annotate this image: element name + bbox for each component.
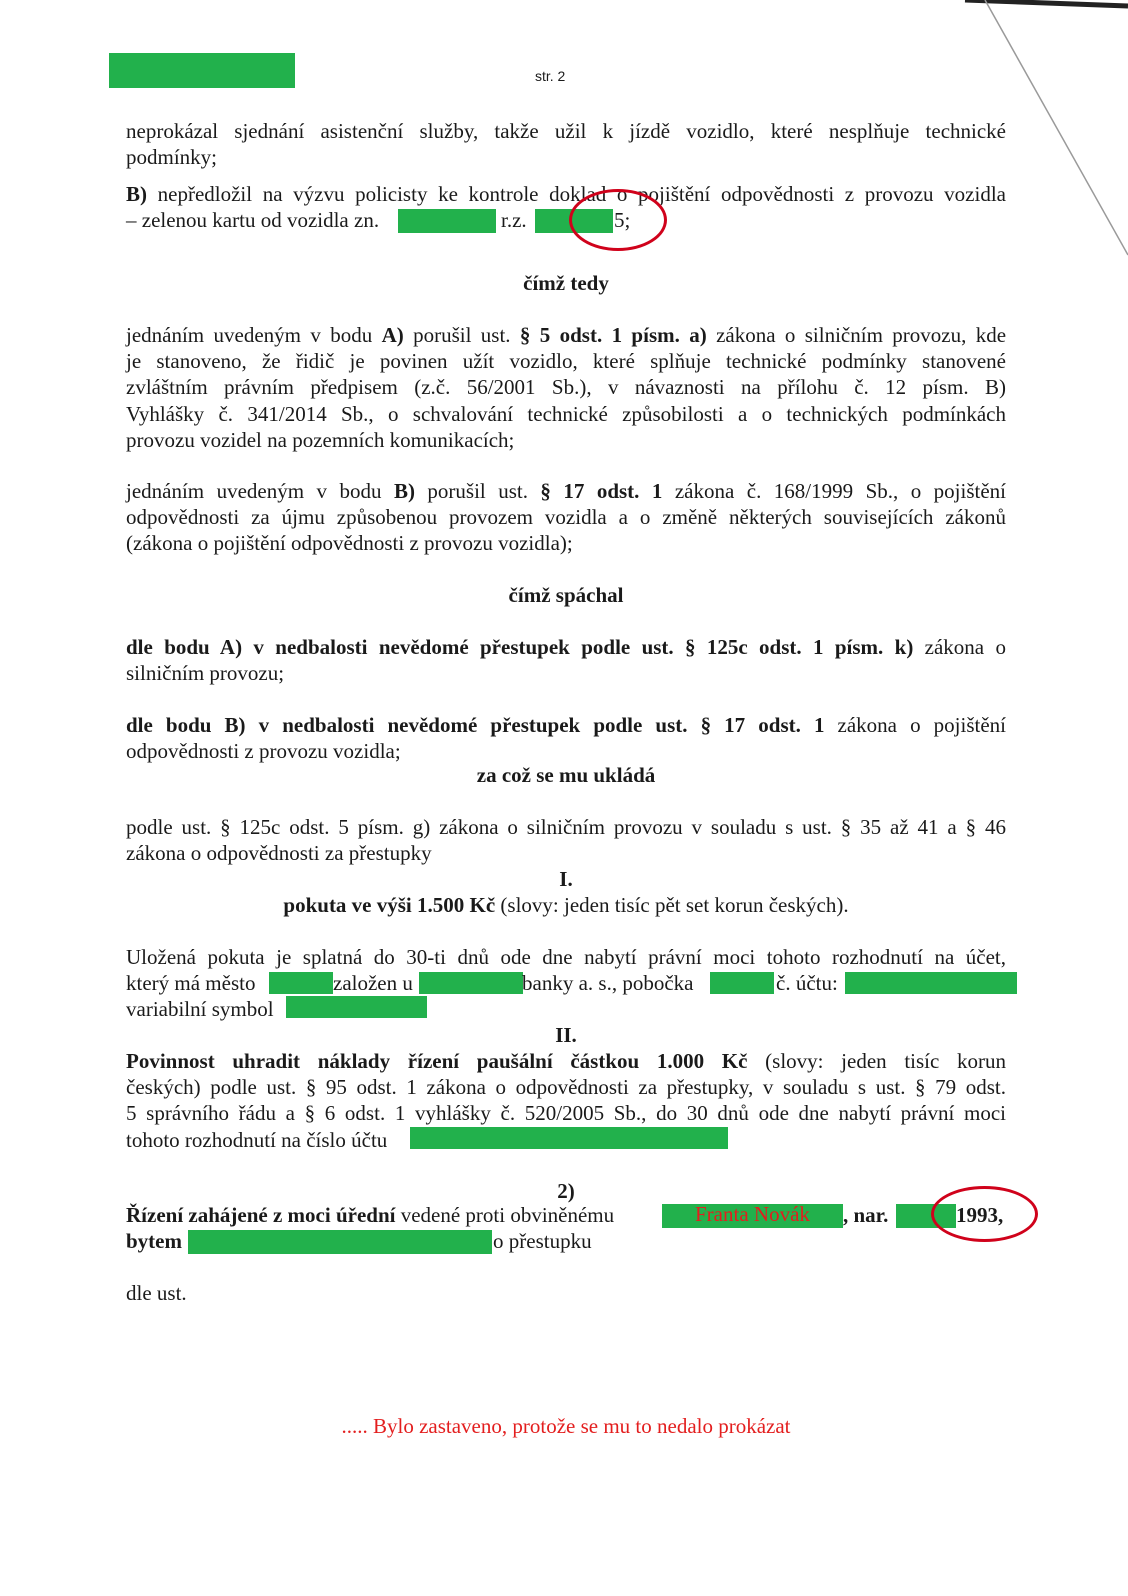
red-circle-annotation-registration [569,189,667,251]
fine-amount: pokuta ve výši 1.500 Kč [283,893,496,917]
redacted-branch [710,972,774,994]
birth-label [843,1202,888,1228]
payment-line2-d: č. účtu: [776,971,838,995]
para-b-label: B) [126,182,147,206]
paragraph-offence-b [126,712,1006,764]
paragraph-violation-a [126,322,1006,453]
violation-a-l1a: jednáním uvedeným v bodu [126,323,382,347]
payment-line2-a: který má město [126,971,256,995]
payment-line3: variabilní symbol [126,997,274,1021]
birth-label-text: , nar. [843,1203,889,1227]
offence-b-bold: dle bodu B) v nedbalosti nevědomé přestupek podle ust. § 17 odst. 1 [126,713,825,737]
payment-line2-c: banky a. s., pobočka [522,971,694,995]
violation-b-l1d: § 17 odst. 1 [540,479,663,503]
legal-basis-line1: podle ust. § 125c odst. 5 písm. g) zákona o silničním provozu v souladu s ust. § 35 až 41 a § 46 [126,815,1006,839]
section-2-numeral [126,1178,1006,1204]
section-one-numeral [126,866,1006,892]
redacted-city [269,972,333,994]
para-b-line2-end: 5; [614,208,631,232]
offence-b-line1 [126,712,1006,738]
paragraph-legal-basis [126,814,1006,866]
paragraph-violation-b [126,478,1006,557]
violation-a-line3: zvláštním právním předpisem (z.č. 56/2001 Sb.), v návaznosti na přílohu č. 12 písm. B) [126,375,1006,400]
offence-a-bold: dle bodu A) v nedbalosti nevědomé přestupek podle ust. § 125c odst. 1 písm. k) [126,635,914,659]
paragraph-b [126,181,1006,207]
violation-b-line3: (zákona o pojištění odpovědnosti z provozu vozidla); [126,531,573,556]
proceedings-line3: dle ust. [126,1281,187,1305]
proceedings-bold: Řízení zahájené z moci úřední [126,1203,396,1227]
violation-a-line5: provozu vozidel na pozemních komunikacích; [126,427,515,452]
section-2-numeral-text: 2) [557,1179,575,1203]
heading-cimz-tedy-text: čímž tedy [523,271,609,295]
offence-b-line2: odpovědnosti z provozu vozidla; [126,739,401,764]
legal-basis-line2: zákona o odpovědnosti za přestupky [126,841,432,866]
para-b-rz-label: r.z. [501,208,527,232]
costs-bold: Povinnost uhradit náklady řízení paušální částkou 1.000 Kč [126,1049,748,1073]
costs-rest: (slovy: jeden tisíc korun [747,1049,1006,1073]
residence-label [126,1228,182,1254]
residence-label-text: bytem [126,1229,182,1253]
birth-year-text: 1993, [956,1203,1004,1227]
violation-a-l1c: porušil ust. [403,323,520,347]
violation-b-l1c: porušil ust. [414,479,541,503]
section-two-numeral-text: II. [555,1023,577,1047]
violation-b-line1 [126,478,1006,504]
violation-a-l1d: § 5 odst. 1 písm. a) [519,323,707,347]
paragraph-assistance [126,118,1006,170]
heading-za-coz-text: za což se mu ukládá [476,763,656,787]
accused-name-annotation: Franta Novák [695,1202,810,1226]
redacted-vehicle-brand [398,209,496,233]
handwritten-note: ..... Bylo zastaveno, protože se mu to nedalo prokázat [341,1414,791,1438]
redacted-account-number [845,972,1017,994]
offence-b-rest: zákona o pojištění [824,713,1006,737]
redacted-address [188,1230,492,1254]
heading-cimz-tedy [126,270,1006,296]
violation-b-line2: odpovědnosti za újmu způsobenou provozem vozidla a o změně některých souvisejících zákonů [126,505,1006,530]
redacted-variable-symbol [286,996,427,1018]
costs-line1 [126,1048,1006,1074]
redacted-bank [419,972,523,994]
section-one-fine [126,892,1006,918]
violation-a-l1e: zákona o silničním provozu, kde [706,323,1007,347]
section-one-numeral-text: I. [559,867,573,891]
violation-a-line4: Vyhlášky č. 341/2014 Sb., o schvalování technické způsobilosti a o technických podmínkách [126,401,1006,426]
paragraph-payment [126,944,1006,970]
page-number: str. 2 [535,68,566,84]
costs-line3: 5 správního řádu a § 6 odst. 1 vyhlášky č. 520/2005 Sb., do 30 dnů ode dne nabytí právní moci [126,1101,1006,1126]
fine-words: (slovy: jeden tisíc pět set korun českých). [495,893,849,917]
offence-a-line2: silničním provozu; [126,661,285,686]
violation-a-l1b: A) [381,323,404,347]
red-circle-annotation-year [931,1186,1038,1242]
costs-line4: tohoto rozhodnutí na číslo účtu [126,1127,388,1152]
violation-b-l1e: zákona č. 168/1999 Sb., o pojištění [662,479,1006,503]
heading-za-coz [126,762,1006,788]
violation-b-l1b: B) [393,479,415,503]
heading-cimz-spachal-text: čímž spáchal [508,583,624,607]
offence-a-rest: zákona o [913,635,1006,659]
para-b-line2-start: – zelenou kartu od vozidla zn. [126,208,380,232]
section-two-numeral [126,1022,1006,1048]
payment-line1: Uložená pokuta je splatná do 30-ti dnů ode dne nabytí právní moci tohoto rozhodnutí na účet, [126,945,1006,969]
para-b-line1-text: nepředložil na výzvu policisty ke kontrole doklad o pojištění odpovědnosti z provozu vozidla [147,182,1006,206]
redacted-costs-account [410,1127,728,1149]
offence-a-line1 [126,634,1006,660]
heading-cimz-spachal [126,582,1006,608]
violation-b-l1a: jednáním uvedeným v bodu [126,479,394,503]
para-b-line1 [126,181,1006,207]
violation-a-line1 [126,322,1006,348]
residence-rest: o přestupku [493,1229,592,1253]
violation-a-line2: je stanoveno, že řidič je povinen užít vozidlo, které splňuje technické podmínky stanovené [126,349,1006,374]
payment-line2-b: založen u [333,971,413,995]
para1-line1: neprokázal sjednání asistenční služby, takže užil k jízdě vozidlo, které nesplňuje technické [126,119,1006,143]
para1-line2: podmínky; [126,145,218,170]
paragraph-offence-a [126,634,1006,686]
costs-line2: českých) podle ust. § 95 odst. 1 zákona o odpovědnosti za přestupky, v souladu s ust. § 79 odst. [126,1075,1006,1100]
proceedings-rest: vedené proti obviněnému [395,1203,615,1227]
redacted-header-block [109,53,295,88]
proceedings-line1 [126,1202,614,1228]
